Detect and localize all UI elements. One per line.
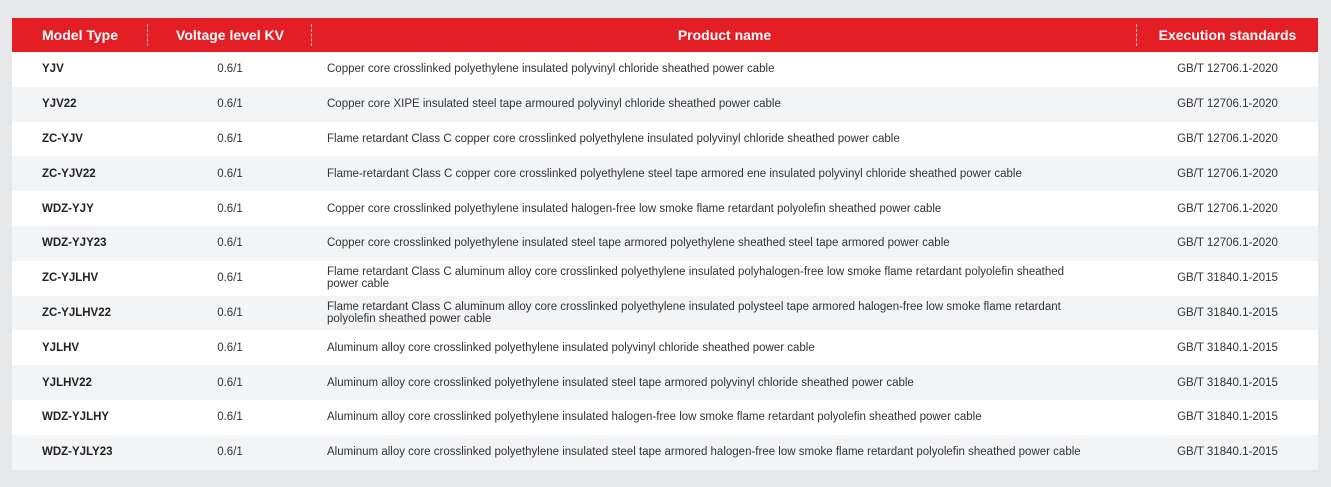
cell-standard: GB/T 12706.1-2020: [1177, 132, 1278, 145]
cell-voltage: 0.6/1: [148, 365, 312, 400]
cell-voltage: 0.6/1: [148, 87, 312, 122]
table-row: [12, 52, 1318, 87]
cell-standard: GB/T 12706.1-2020: [1177, 202, 1278, 215]
cell-product-name: Aluminum alloy core crosslinked polyethylene insulated polyvinyl chloride sheathed power cable: [327, 341, 815, 354]
cell-standard: GB/T 31840.1-2015: [1177, 272, 1278, 285]
cell-standard: GB/T 31840.1-2015: [1137, 365, 1318, 400]
header-voltage-level: Voltage level KV: [148, 18, 312, 52]
cell-product-name: Copper core XIPE insulated steel tape armoured polyvinyl chloride sheathed power cable: [312, 87, 1137, 122]
cell-product-name: Copper core crosslinked polyethylene insulated halogen-free low smoke flame retardant polyolefin sheathed power cable: [327, 202, 942, 215]
cell-product-name: Flame retardant Class C aluminum alloy core crosslinked polyethylene insulated polysteel tape armored halogen-free low smoke flame retardant polyolefin sheathed power cable: [312, 296, 1137, 331]
cell-voltage: 0.6/1: [148, 156, 312, 191]
table-row: [12, 330, 1318, 365]
cell-product-name: Aluminum alloy core crosslinked polyethylene insulated halogen-free low smoke flame retardant polyolefin sheathed power cable: [327, 411, 982, 424]
header-model-type: Model Type: [12, 18, 148, 52]
header-product-name: Product name: [312, 18, 1137, 52]
cell-product-name: Flame-retardant Class C copper core crosslinked polyethylene steel tape armored ene insulated polyvinyl chloride sheathed power cable: [312, 156, 1137, 191]
cell-standard: GB/T 12706.1-2020: [1177, 63, 1278, 76]
cell-standard: GB/T 12706.1-2020: [1137, 87, 1318, 122]
cell-model: YJV: [42, 63, 64, 76]
product-table: [12, 18, 1318, 470]
cell-model: WDZ-YJY: [42, 202, 94, 215]
cell-model: WDZ-YJLHY: [42, 411, 110, 424]
cell-model: YJV22: [12, 87, 148, 122]
cell-product-name: Copper core crosslinked polyethylene insulated polyvinyl chloride sheathed power cable: [327, 63, 775, 76]
table-row: [12, 87, 1318, 122]
cell-product-name: Aluminum alloy core crosslinked polyethylene insulated steel tape armored halogen-free low smoke flame retardant polyolefin sheathed power cable: [312, 435, 1137, 470]
cell-voltage: 0.6/1: [217, 411, 243, 424]
cell-standard: GB/T 12706.1-2020: [1137, 226, 1318, 261]
table-body: [12, 52, 1318, 470]
cell-voltage: 0.6/1: [217, 202, 243, 215]
cell-voltage: 0.6/1: [217, 341, 243, 354]
cell-model: WDZ-YJLY23: [12, 435, 148, 470]
cell-product-name: Flame retardant Class C aluminum alloy core crosslinked polyethylene insulated polyhalogen-free low smoke flame retardant polyolefin sheathed power cable: [327, 266, 1065, 291]
cell-voltage: 0.6/1: [148, 296, 312, 331]
cell-voltage: 0.6/1: [148, 435, 312, 470]
cell-standard: GB/T 12706.1-2020: [1137, 156, 1318, 191]
cell-product-name: Flame retardant Class C copper core crosslinked polyethylene insulated polyvinyl chloride sheathed power cable: [327, 132, 900, 145]
cell-model: ZC-YJLHV: [42, 272, 99, 285]
table-header: [12, 18, 1318, 52]
cell-product-name: Aluminum alloy core crosslinked polyethylene insulated steel tape armored polyvinyl chloride sheathed power cable: [312, 365, 1137, 400]
header-execution-standards: Execution standards: [1158, 27, 1297, 43]
cell-model: ZC-YJLHV22: [12, 296, 148, 331]
table-row: [12, 400, 1318, 435]
cell-standard: GB/T 31840.1-2015: [1137, 435, 1318, 470]
table-row: [12, 261, 1318, 296]
table-row: [12, 191, 1318, 226]
cell-voltage: 0.6/1: [217, 63, 243, 76]
cell-standard: GB/T 31840.1-2015: [1177, 341, 1278, 354]
cell-voltage: 0.6/1: [217, 132, 243, 145]
cell-model: WDZ-YJY23: [12, 226, 148, 261]
cell-product-name: Copper core crosslinked polyethylene insulated steel tape armored polyethylene sheathed steel tape armored power cable: [312, 226, 1137, 261]
cell-model: YJLHV22: [12, 365, 148, 400]
cell-standard: GB/T 31840.1-2015: [1137, 296, 1318, 331]
table-row: [12, 226, 1318, 261]
cell-voltage: 0.6/1: [217, 272, 243, 285]
cell-model: ZC-YJV: [42, 132, 83, 145]
table-row: [12, 122, 1318, 157]
cell-model: ZC-YJV22: [12, 156, 148, 191]
cell-model: YJLHV: [42, 341, 80, 354]
cell-voltage: 0.6/1: [148, 226, 312, 261]
table-row: [12, 156, 1318, 191]
table-row: [12, 296, 1318, 331]
product-table-panel: [12, 18, 1318, 470]
header-row: [12, 18, 1318, 52]
table-row: [12, 365, 1318, 400]
table-row: [12, 435, 1318, 470]
cell-standard: GB/T 31840.1-2015: [1177, 411, 1278, 424]
